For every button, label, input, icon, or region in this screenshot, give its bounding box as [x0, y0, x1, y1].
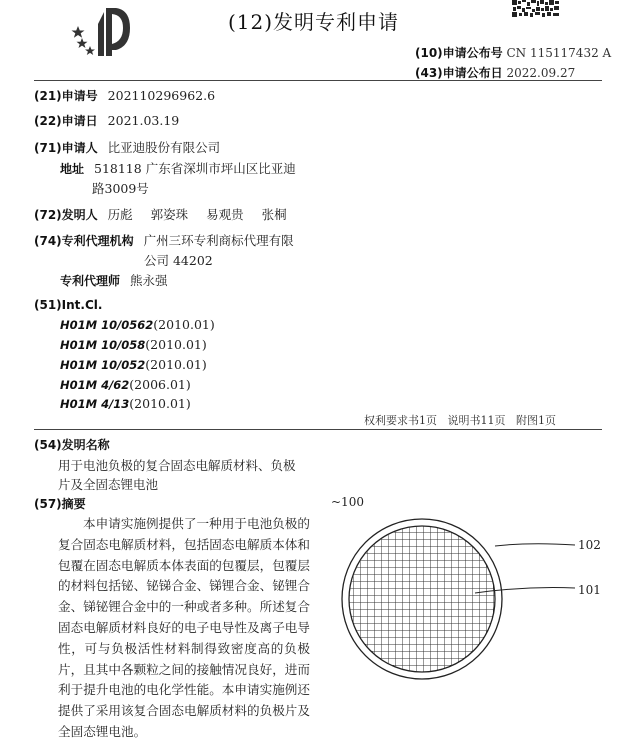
abstract-text: 本申请实施例提供了一种用于电池负极的复合固态电解质材料，包括固态电解质本体和包覆在固态电解质本体表面的包覆层，包覆层的材料包括铋、铋锑合金、锑锂合金、铋锂合金、锑铋锂合金中的一种或者多种。所述复合固态电解质材料良好的电子电导性及离子电导性，可与负极活性材料制得致密度高的负极片，且其中各颗粒之间的接触情况良好，进而利于提升电池的电化学性能。本申请实施例还提供了采用该复合固态电解质材料的负极片及全固态锂电池。	[58, 516, 310, 739]
address-label: 地址	[60, 162, 85, 176]
applicant-row	[34, 138, 220, 156]
abstract-figure	[325, 490, 625, 719]
applicant-label: 申请人	[61, 141, 98, 155]
int-cl-row	[34, 297, 102, 312]
field-code: (72)	[34, 208, 62, 222]
application-number: 202110296962.6	[107, 88, 216, 103]
cnipa-logo-icon	[68, 4, 134, 60]
biblio-divider	[34, 429, 602, 430]
agent-name: 熊永强	[130, 273, 168, 288]
int-cl-version: (2006.01)	[129, 377, 191, 392]
application-date-label: 申请日	[61, 114, 98, 128]
document-title: (12)发明专利申请	[228, 10, 400, 34]
agency-label: 专利代理机构	[61, 234, 134, 248]
publication-number: CN 115117432 A	[506, 46, 612, 60]
field-code: (21)	[34, 89, 62, 103]
application-date-row	[34, 112, 179, 129]
inventor-name: 易观贵	[206, 207, 244, 222]
publication-number-row	[415, 44, 611, 61]
agency-name-line-2: 公司 44202	[144, 253, 213, 268]
publication-date-row	[415, 64, 575, 81]
qr-code-icon	[512, 0, 560, 17]
application-number-label: 申请号	[61, 89, 98, 103]
int-cl-version: (2010.01)	[129, 396, 191, 411]
int-cl-label: Int.Cl.	[61, 298, 103, 312]
invention-title-label: 发明名称	[61, 438, 110, 452]
field-code: (71)	[34, 141, 62, 155]
address-row	[60, 159, 296, 177]
invention-title-line-2: 片及全固态锂电池	[58, 477, 159, 492]
int-cl-code: H01M 4/62	[60, 378, 130, 392]
int-cl-code: H01M 10/0562	[60, 318, 154, 332]
agency-name-line-1: 广州三环专利商标代理有限	[143, 233, 294, 248]
electrolyte-core	[349, 526, 495, 672]
int-cl-entry	[60, 396, 191, 411]
inventor-name: 张桐	[261, 207, 287, 222]
figure-label-main: ~100	[331, 495, 364, 509]
figure-label-core: 101	[578, 583, 601, 597]
address-line-2: 路3009号	[92, 181, 149, 196]
inventor-name: 郭姿珠	[150, 207, 189, 222]
field-code: (22)	[34, 114, 62, 128]
invention-title-heading	[34, 436, 110, 453]
header-divider	[34, 80, 602, 81]
abstract-heading	[34, 495, 86, 512]
int-cl-version: (2010.01)	[145, 337, 207, 352]
figure-label-coating: 102	[578, 538, 601, 552]
int-cl-code: H01M 10/058	[60, 338, 146, 352]
agent-label: 专利代理师	[60, 274, 121, 288]
int-cl-code: H01M 10/052	[60, 358, 146, 372]
int-cl-entry	[60, 377, 191, 392]
inventors-row	[34, 205, 287, 223]
int-cl-entry	[60, 317, 215, 332]
int-cl-version: (2010.01)	[153, 317, 215, 332]
int-cl-entry	[60, 337, 207, 352]
application-date: 2021.03.19	[107, 113, 180, 128]
publication-date: 2022.09.27	[506, 66, 576, 80]
int-cl-version: (2010.01)	[145, 357, 207, 372]
agent-row	[60, 271, 168, 289]
inventors-label: 发明人	[61, 208, 98, 222]
agency-row	[34, 231, 294, 249]
field-code: (74)	[34, 234, 62, 248]
field-code: (57)	[34, 497, 62, 511]
abstract-label: 摘要	[61, 497, 86, 511]
field-code: (51)	[34, 298, 62, 312]
publication-number-label: (10)申请公布号	[415, 46, 503, 60]
field-code: (54)	[34, 438, 62, 452]
int-cl-entry	[60, 357, 207, 372]
publication-date-label: (43)申请公布日	[415, 66, 503, 80]
inventor-name: 历彪	[107, 207, 133, 222]
invention-title-line-1: 用于电池负极的复合固态电解质材料、负极	[58, 458, 296, 473]
int-cl-code: H01M 4/13	[60, 397, 130, 411]
page-counts: 权利要求书1页 说明书11页 附图1页	[364, 414, 556, 427]
address-line-1: 518118 广东省深圳市坪山区比亚迪	[94, 161, 296, 176]
application-number-row	[34, 87, 215, 104]
leader-line-coating	[495, 544, 575, 546]
applicant-name: 比亚迪股份有限公司	[107, 140, 221, 155]
